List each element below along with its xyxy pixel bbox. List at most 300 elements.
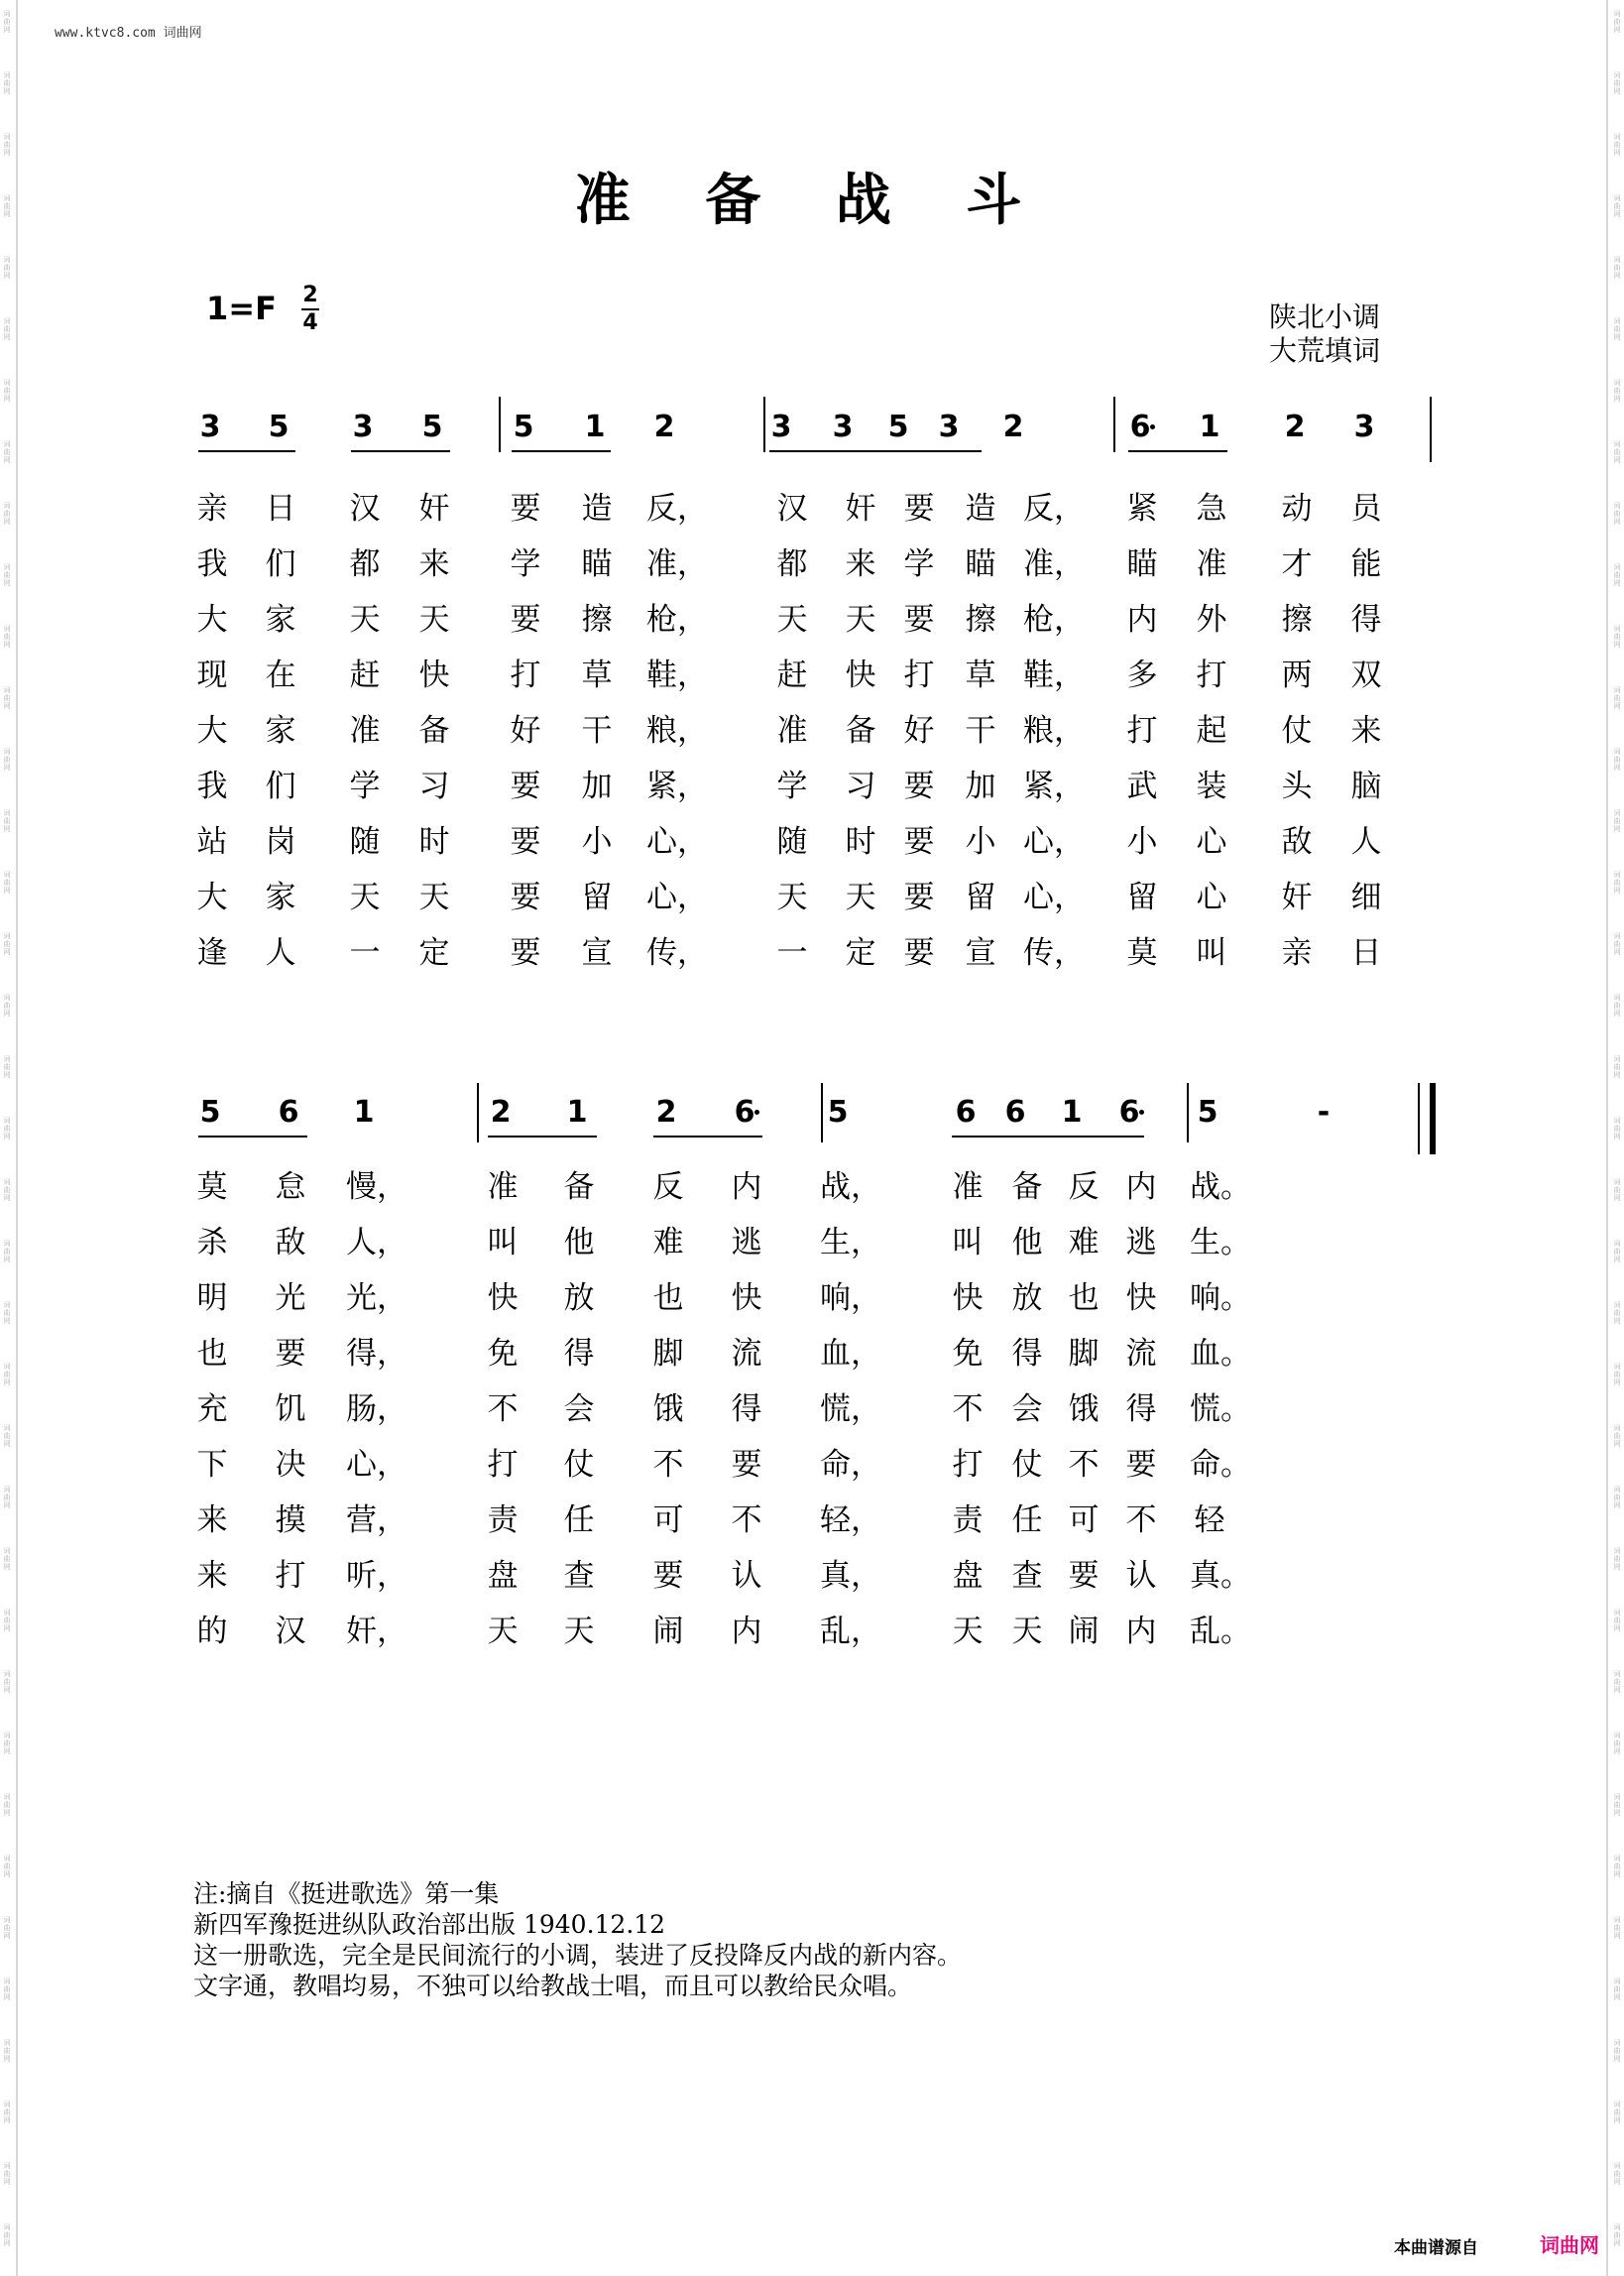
score-note: 1 [1061,1095,1083,1130]
lyric-char: 宣 [581,935,613,971]
lyric-char: 得 [1350,602,1382,638]
lyric-char: 小 [1126,824,1158,860]
lyric-char: 粮， [1023,713,1085,749]
note-line-3: 这一册歌选，完全是民间流行的小调，装进了反投降反内战的新内容。 [193,1941,963,1970]
watermark-text: 词曲网 [1613,1916,1621,1940]
lyric-char: 家 [265,713,296,749]
lyric-char: 学 [903,546,935,582]
lyric-char: 盘 [952,1558,984,1594]
lyric-char: 备 [418,713,450,749]
lyric-char: 心， [1023,880,1085,915]
watermark-text: 词曲网 [1613,932,1621,956]
lyric-row [0,1217,1624,1260]
lyric-char: 饿 [652,1391,684,1427]
watermark-text: 词曲网 [3,994,11,1018]
lyric-char: 枪， [1023,602,1085,638]
barline [1187,1083,1189,1142]
lyric-char: 不 [952,1391,984,1427]
lyric-char: 鞋， [1023,658,1085,693]
lyric-char: 敌 [1281,824,1313,860]
lyric-char: 乱， [820,1614,881,1649]
score-note: 3 [199,410,221,444]
watermark-text: 词曲网 [1613,1670,1621,1694]
lyric-char: 认 [1125,1558,1157,1594]
lyric-char: 快 [487,1280,519,1316]
lyric-char: 打 [952,1447,984,1483]
lyric-char: 要 [510,935,541,971]
lyric-char: 装 [1196,769,1227,804]
lyric-char: 流 [731,1336,762,1372]
lyric-char: 鞋， [646,658,708,693]
watermark-text: 词曲网 [3,133,11,157]
lyric-char: 响。 [1190,1280,1251,1316]
lyric-char: 岗 [265,824,296,860]
lyric-char: 日 [265,491,296,527]
lyric-char: 真， [820,1558,881,1594]
lyric-char: 定 [418,935,450,971]
watermark-text: 词曲网 [3,686,11,710]
lyric-char: 责 [952,1502,984,1538]
lyric-char: 造 [581,491,613,527]
lyric-char: 慢， [346,1169,407,1205]
lyric-char: 好 [510,713,541,749]
lyric-char: 心 [1196,880,1227,915]
lyric-char: 天 [418,880,450,915]
lyric-char: 学 [776,769,808,804]
lyric-char: 内 [1126,602,1158,638]
time-signature [299,284,321,335]
lyric-row [0,761,1624,804]
lyric-char: 打 [510,658,541,693]
lyric-char: 反， [1023,491,1085,527]
lyric-char: 武 [1126,769,1158,804]
right-frame-line [1606,0,1608,2276]
lyric-char: 好 [903,713,935,749]
lyric-char: 草 [581,658,613,693]
lyric-char: 大 [196,880,228,915]
lyric-char: 不 [731,1502,762,1538]
lyric-row [0,594,1624,638]
lyric-char: 快 [845,658,876,693]
lyric-row [0,1161,1624,1205]
lyric-row [0,1328,1624,1372]
song-lyricist: 大荒填词 [1269,334,1381,367]
lyric-char: 营， [346,1502,407,1538]
score-note: 5 [1197,1095,1218,1130]
lyric-char: 天 [563,1614,595,1649]
lyric-char: 习 [418,769,450,804]
lyric-char: 瞄 [965,546,996,582]
lyric-char: 轻， [820,1502,881,1538]
site-url[interactable]: www.ktvc8.com 词曲网 [55,26,202,41]
score-note: 3 [770,410,792,444]
watermark-text: 词曲网 [3,2223,11,2247]
lyric-char: 真。 [1190,1558,1251,1594]
note-underline [198,1136,307,1138]
barline [821,1083,823,1142]
lyric-char: 生， [820,1225,881,1260]
score-note: 5 [887,410,909,444]
barline [1418,1083,1420,1154]
lyric-char: 紧， [646,769,708,804]
watermark-text: 词曲网 [3,563,11,587]
lyric-char: 饿 [1068,1391,1100,1427]
lyric-char: 快 [418,658,450,693]
watermark-text: 词曲网 [1613,1363,1621,1386]
lyric-char: 留 [1126,880,1158,915]
watermark-text: 词曲网 [1613,440,1621,464]
lyric-char: 两 [1281,658,1313,693]
lyric-char: 奸， [346,1614,407,1649]
lyric-char: 亲 [1281,935,1313,971]
lyric-char: 大 [196,713,228,749]
watermark-text: 词曲网 [3,1363,11,1386]
lyric-char: 擦 [1281,602,1313,638]
lyric-char: 得 [563,1336,595,1372]
watermark-text: 词曲网 [1613,1732,1621,1755]
lyric-char: 要 [903,769,935,804]
watermark-text: 词曲网 [1613,1609,1621,1632]
lyric-char: 枪， [646,602,708,638]
lyric-row [0,1495,1624,1538]
note-underline [653,1136,762,1138]
lyric-char: 要 [510,491,541,527]
barline [763,397,765,452]
lyric-char: 汉 [776,491,808,527]
lyric-char: 小 [965,824,996,860]
lyric-char: 我 [196,546,228,582]
lyric-char: 天 [845,602,876,638]
lyric-char: 生。 [1190,1225,1251,1260]
lyric-char: 战。 [1190,1169,1251,1205]
lyric-char: 现 [196,658,228,693]
lyric-char: 任 [563,1502,595,1538]
lyric-char: 脚 [652,1336,684,1372]
lyric-char: 战， [820,1169,881,1205]
barline [499,397,501,452]
lyric-char: 不 [1068,1447,1100,1483]
lyric-char: 放 [563,1280,595,1316]
watermark-text: 词曲网 [1613,1977,1621,2001]
score-note: 5 [199,1095,221,1130]
score-note: 5 [827,1095,849,1130]
score-note: 3 [832,410,854,444]
lyric-char: 慌。 [1190,1391,1251,1427]
watermark-text: 词曲网 [3,379,11,403]
watermark-text: 词曲网 [1613,994,1621,1018]
key-signature: 1=F [206,290,277,327]
watermark-text: 词曲网 [3,748,11,772]
lyric-char: 要 [510,824,541,860]
watermark-text: 词曲网 [1613,871,1621,895]
lyric-char: 饥 [275,1391,306,1427]
duration-dot [1150,424,1155,429]
watermark-text: 词曲网 [3,2039,11,2063]
lyric-char: 要 [510,880,541,915]
lyric-row [0,539,1624,582]
lyric-char: 要 [1125,1447,1157,1483]
lyric-char: 脑 [1350,769,1382,804]
lyric-char: 得 [1125,1391,1157,1427]
lyric-char: 干 [581,713,613,749]
watermark-text: 词曲网 [1613,379,1621,403]
lyric-char: 奸 [1281,880,1313,915]
watermark-text: 词曲网 [1613,1793,1621,1817]
lyric-char: 赶 [776,658,808,693]
lyric-row [0,1272,1624,1316]
lyric-char: 叫 [952,1225,984,1260]
lyric-char: 天 [776,880,808,915]
lyric-char: 打 [1196,658,1227,693]
barline [1113,397,1115,452]
lyric-char: 小 [581,824,613,860]
lyric-char: 仗 [1281,713,1313,749]
watermark-text: 词曲网 [3,1178,11,1202]
score-note: 1 [1199,410,1220,444]
lyric-char: 汉 [275,1614,306,1649]
watermark-text: 词曲网 [3,1055,11,1079]
score-note: 2 [655,1095,677,1130]
lyric-char: 日 [1350,935,1382,971]
lyric-char: 血。 [1190,1336,1251,1372]
lyric-char: 敌 [275,1225,306,1260]
lyric-char: 命， [820,1447,881,1483]
lyric-char: 学 [510,546,541,582]
watermark-text: 词曲网 [3,256,11,280]
song-origin: 陕北小调 [1269,300,1381,333]
score-note: 2 [1002,410,1024,444]
lyric-row [0,1606,1624,1649]
lyric-char: 会 [1011,1391,1043,1427]
lyric-char: 头 [1281,769,1313,804]
note-underline [1128,450,1227,452]
score-note: 3 [352,410,374,444]
watermark-text: 词曲网 [3,1855,11,1878]
lyric-char: 准 [952,1169,984,1205]
lyric-char: 放 [1011,1280,1043,1316]
watermark-text: 词曲网 [1613,10,1621,34]
lyric-char: 要 [903,880,935,915]
lyric-char: 得， [346,1336,407,1372]
lyric-char: 摸 [275,1502,306,1538]
score-note: 6 [1004,1095,1026,1130]
lyric-char: 不 [1125,1502,1157,1538]
lyric-char: 仗 [1011,1447,1043,1483]
score-note: 1 [353,1095,375,1130]
score-note: 6 [734,1095,755,1130]
score-note: 2 [490,1095,512,1130]
watermark-text: 词曲网 [3,1977,11,2001]
lyric-char: 人 [265,935,296,971]
watermark-text: 词曲网 [3,1793,11,1817]
time-signature-top: 2 [302,283,318,307]
lyric-char: 逃 [1125,1225,1157,1260]
lyric-char: 准， [1023,546,1085,582]
lyric-char: 要 [1068,1558,1100,1594]
score-note: 2 [1284,410,1306,444]
song-title: 准 备 战 斗 [574,169,1050,233]
watermark-text: 词曲网 [3,1916,11,1940]
lyric-char: 内 [731,1169,762,1205]
watermark-text: 词曲网 [1613,563,1621,587]
lyric-char: 轻 [1194,1502,1225,1538]
watermark-text: 词曲网 [1613,748,1621,772]
lyric-char: 擦 [581,602,613,638]
lyric-char: 决 [275,1447,306,1483]
lyric-char: 准， [646,546,708,582]
watermark-text: 词曲网 [1613,2162,1621,2186]
watermark-text: 词曲网 [3,2162,11,2186]
watermark-text: 词曲网 [3,932,11,956]
lyric-char: 留 [965,880,996,915]
lyric-char: 莫 [196,1169,228,1205]
lyric-char: 干 [965,713,996,749]
lyric-char: 乱。 [1190,1614,1251,1649]
barline [1430,397,1432,462]
lyric-char: 习 [845,769,876,804]
score-note: - [1317,1095,1331,1130]
lyric-char: 来 [418,546,450,582]
lyric-char: 快 [731,1280,762,1316]
lyric-char: 要 [731,1447,762,1483]
lyric-char: 们 [265,546,296,582]
lyric-char: 多 [1126,658,1158,693]
lyric-char: 随 [776,824,808,860]
lyric-char: 快 [1125,1280,1157,1316]
lyric-char: 不 [487,1391,519,1427]
lyric-char: 要 [903,824,935,860]
lyric-char: 亲 [196,491,228,527]
lyric-char: 打 [1126,713,1158,749]
lyric-char: 时 [418,824,450,860]
lyric-char: 认 [731,1558,762,1594]
note-line-2: 新四军豫挺进纵队政治部出版 1940.12.12 [193,1910,666,1939]
watermark-text: 词曲网 [3,1117,11,1140]
lyric-char: 脚 [1068,1336,1100,1372]
score-note: 6 [278,1095,299,1130]
lyric-char: 急 [1196,491,1227,527]
score-note: 1 [566,1095,588,1130]
watermark-text: 词曲网 [1613,317,1621,341]
score-note: 3 [938,410,960,444]
lyric-char: 得 [1011,1336,1043,1372]
lyric-char: 学 [349,769,381,804]
lyric-char: 一 [349,935,381,971]
lyric-char: 瞄 [1126,546,1158,582]
watermark-text: 词曲网 [3,1670,11,1694]
lyric-char: 的 [196,1614,228,1649]
lyric-char: 奸 [418,491,450,527]
score-note: 6 [1118,1095,1140,1130]
watermark-text: 词曲网 [1613,686,1621,710]
lyric-char: 加 [965,769,996,804]
lyric-char: 也 [196,1336,228,1372]
lyric-char: 赶 [349,658,381,693]
lyric-char: 天 [1011,1614,1043,1649]
watermark-text: 词曲网 [3,1609,11,1632]
lyric-char: 天 [349,602,381,638]
lyric-char: 备 [1011,1169,1043,1205]
lyric-char: 充 [196,1391,228,1427]
lyric-char: 查 [563,1558,595,1594]
lyric-char: 紧， [1023,769,1085,804]
watermark-text: 词曲网 [1613,1301,1621,1325]
lyric-char: 时 [845,824,876,860]
lyric-char: 准 [1196,546,1227,582]
lyric-char: 站 [196,824,228,860]
note-underline [351,450,450,452]
watermark-text: 词曲网 [3,502,11,526]
duration-dot [754,1110,759,1115]
lyric-row [0,483,1624,527]
watermark-text: 词曲网 [1613,502,1621,526]
lyric-char: 肠， [346,1391,407,1427]
lyric-char: 光， [346,1280,407,1316]
lyric-char: 血， [820,1336,881,1372]
note-line-4: 文字通，教唱均易，不独可以给教战士唱，而且可以教给民众唱。 [193,1972,913,2000]
lyric-char: 光 [275,1280,306,1316]
lyric-char: 闹 [1068,1614,1100,1649]
source-logo[interactable]: 词曲网 [1540,2233,1599,2257]
lyric-char: 汉 [349,491,381,527]
watermark-text: 词曲网 [1613,809,1621,833]
lyric-char: 加 [581,769,613,804]
lyric-char: 天 [776,602,808,638]
lyric-char: 来 [196,1502,228,1538]
note-underline [952,1136,1144,1138]
lyric-char: 来 [845,546,876,582]
lyric-char: 叫 [487,1225,519,1260]
lyric-char: 要 [510,602,541,638]
lyric-char: 天 [952,1614,984,1649]
source-label: 本曲谱源自 [1394,2238,1478,2258]
lyric-char: 备 [563,1169,595,1205]
watermark-text: 词曲网 [1613,1547,1621,1571]
lyric-char: 瞄 [581,546,613,582]
lyric-char: 逃 [731,1225,762,1260]
lyric-char: 一 [776,935,808,971]
watermark-text: 词曲网 [3,1301,11,1325]
lyric-row [0,872,1624,915]
note-underline [769,450,982,452]
lyric-char: 逢 [196,935,228,971]
lyric-char: 动 [1281,491,1313,527]
lyric-char: 宣 [965,935,996,971]
watermark-text: 词曲网 [1613,1055,1621,1079]
lyric-char: 责 [487,1502,519,1538]
lyric-char: 奸 [845,491,876,527]
lyric-char: 任 [1011,1502,1043,1538]
lyric-char: 内 [1125,1614,1157,1649]
lyric-char: 下 [196,1447,228,1483]
lyric-char: 他 [563,1225,595,1260]
score-note: 3 [1353,410,1375,444]
lyric-char: 人 [1350,824,1382,860]
lyric-char: 也 [1068,1280,1100,1316]
score-note: 2 [653,410,675,444]
lyric-char: 要 [510,769,541,804]
lyric-char: 天 [418,602,450,638]
lyric-char: 打 [487,1447,519,1483]
lyric-char: 慌， [820,1391,881,1427]
lyric-char: 得 [731,1391,762,1427]
watermark-text: 词曲网 [1613,2100,1621,2124]
lyric-char: 准 [487,1169,519,1205]
watermark-text: 词曲网 [1613,2223,1621,2247]
time-signature-bottom: 4 [302,310,318,335]
watermark-text: 词曲网 [3,1547,11,1571]
score-note: 1 [584,410,606,444]
